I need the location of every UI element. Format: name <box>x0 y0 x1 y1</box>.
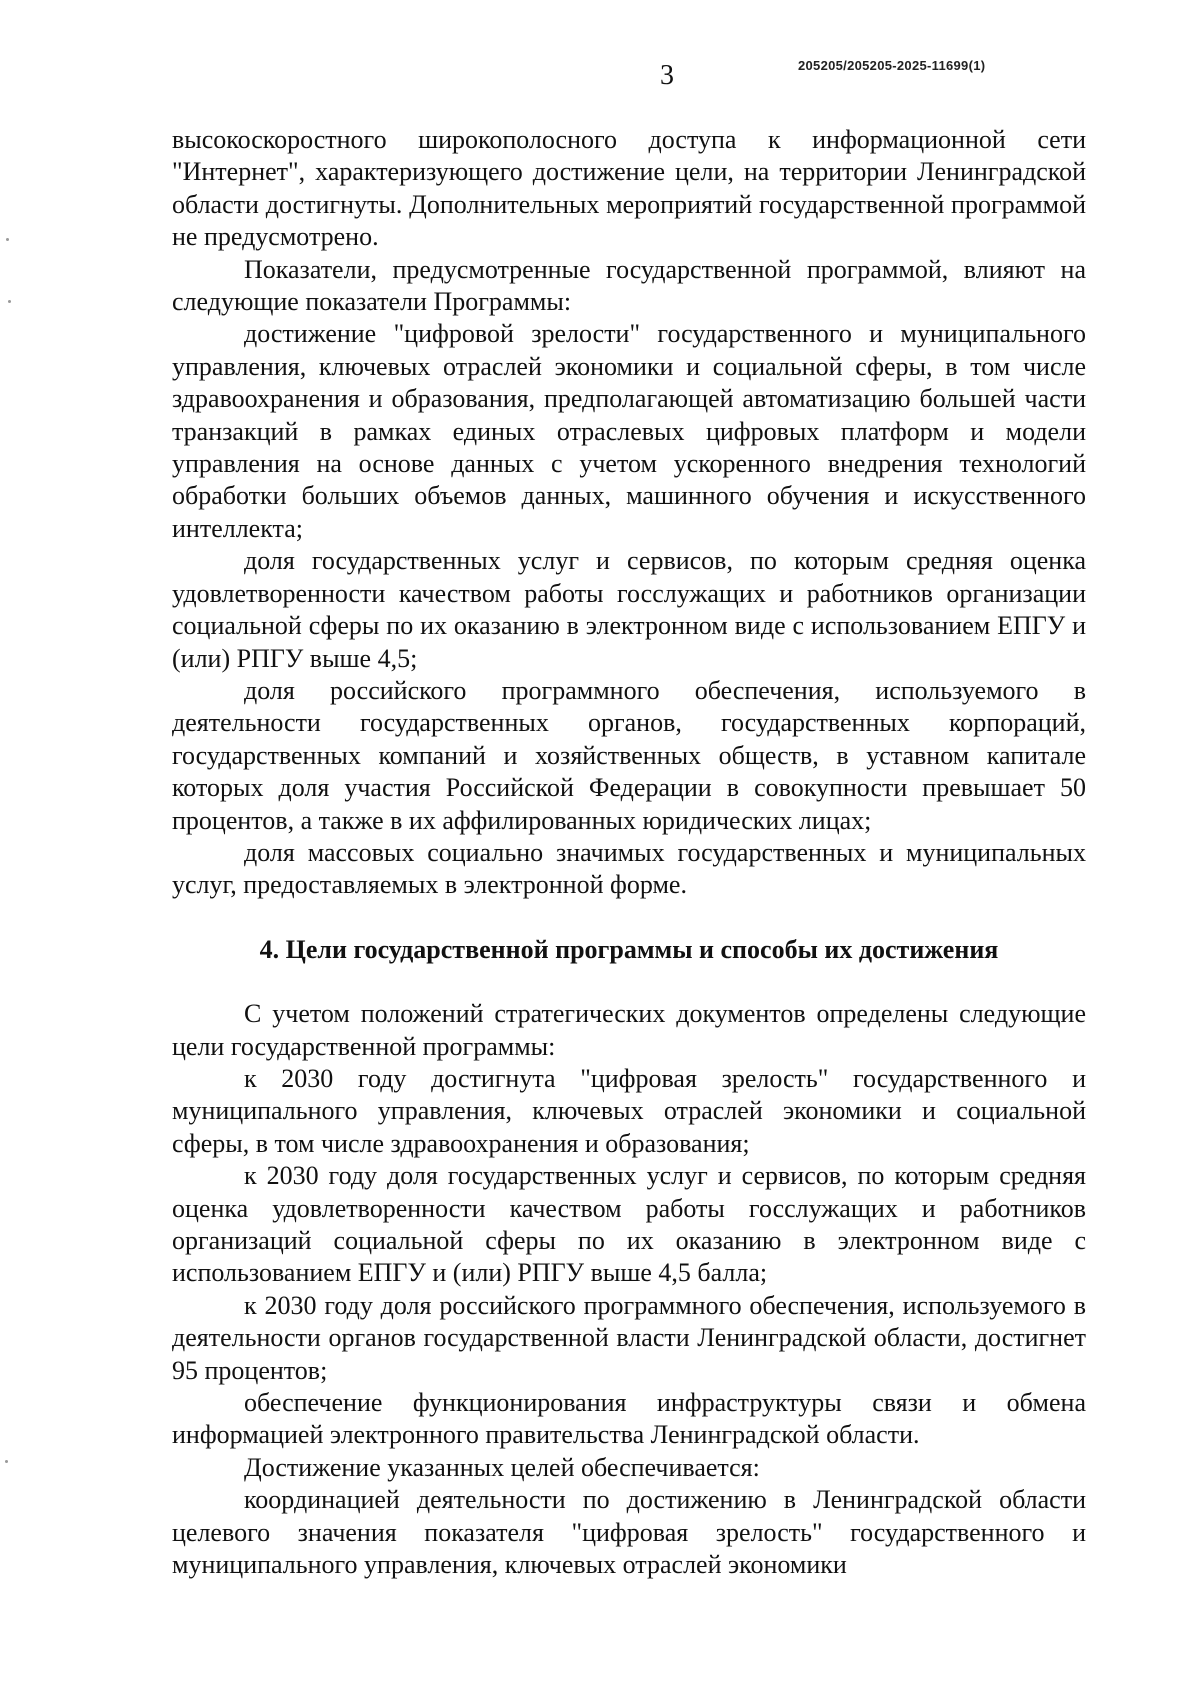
scan-speck <box>5 1460 8 1463</box>
document-body <box>172 124 1086 1581</box>
paragraph-goal-digital-maturity: к 2030 году достигнута "цифровая зрелость" государственного и муниципального управления, ключевых отраслей экономики и социальной сферы, в том числе здравоохранения и образования; <box>172 1063 1086 1158</box>
page-number: 3 <box>660 60 674 91</box>
paragraph-goal-services: к 2030 году доля государственных услуг и сервисов, по которым средняя оценка удовлетворенности качеством работы госслужащих и работников организаций социальной сферы по их оказанию в электронном виде с использованием ЕПГУ и (или) РПГУ выше 4,5 балла; <box>172 1161 1086 1288</box>
paragraph-goal-infrastructure: обеспечение функционирования инфраструктуры связи и обмена информацией электронного правительства Ленинградской области. <box>172 1388 1086 1450</box>
scan-speck <box>6 238 9 241</box>
section-heading: 4. Цели государственной программы и способы их достижения <box>259 934 999 964</box>
paragraph-continuation: высокоскоростного широкополосного доступа к информационной сети "Интернет", характеризующего достижение цели, на территории Ленинградской области достигнуты. Дополнительных мероприятий государственной программой не предусмотрено. <box>172 125 1086 252</box>
paragraph-indicators-intro: Показатели, предусмотренные государственной программой, влияют на следующие показатели Программы: <box>172 254 1086 317</box>
scan-speck <box>8 300 11 303</box>
paragraph-russian-software: доля российского программного обеспечения, используемого в деятельности государственных органов, государственных корпораций, государственных компаний и хозяйственных обществ, в уставном капитале которых доля участия Российской Федерации в совокупности превышает 50 процентов, а также в их аффилированных юридических лицах; <box>172 675 1086 835</box>
paragraph-goal-software: к 2030 году доля российского программного обеспечения, используемого в деятельности органов государственной власти Ленинградской области, достигнет 95 процентов; <box>172 1290 1086 1385</box>
paragraph-digital-maturity: достижение "цифровой зрелости" государственного и муниципального управления, ключевых отраслей экономики и социальной сферы, в том числе здравоохранения и образования, предполагающей автоматизацию большей части транзакций в рамках единых отраслевых цифровых платформ и модели управления на основе данных с учетом ускоренного внедрения технологий обработки больших объемов данных, машинного обучения и искусственного интеллекта; <box>172 319 1086 543</box>
paragraph-services-satisfaction: доля государственных услуг и сервисов, по которым средняя оценка удовлетворенности качеством работы госслужащих и работников организации социальной сферы по их оказанию в электронном виде с использованием ЕПГУ и (или) РПГУ выше 4,5; <box>172 546 1086 673</box>
document-registration-number: 205205/205205-2025-11699(1) <box>798 58 986 73</box>
paragraph-achievement-intro: Достижение указанных целей обеспечивается: <box>244 1452 760 1482</box>
paragraph-coordination: координацией деятельности по достижению в Ленинградской области целевого значения показателя "цифровая зрелость" государственного и муниципального управления, ключевых отраслей экономики <box>172 1485 1086 1580</box>
paragraph-goals-intro: С учетом положений стратегических документов определены следующие цели государственной программы: <box>172 999 1086 1061</box>
paragraph-mass-services: доля массовых социально значимых государственных и муниципальных услуг, предоставляемых в электронной форме. <box>172 837 1086 900</box>
